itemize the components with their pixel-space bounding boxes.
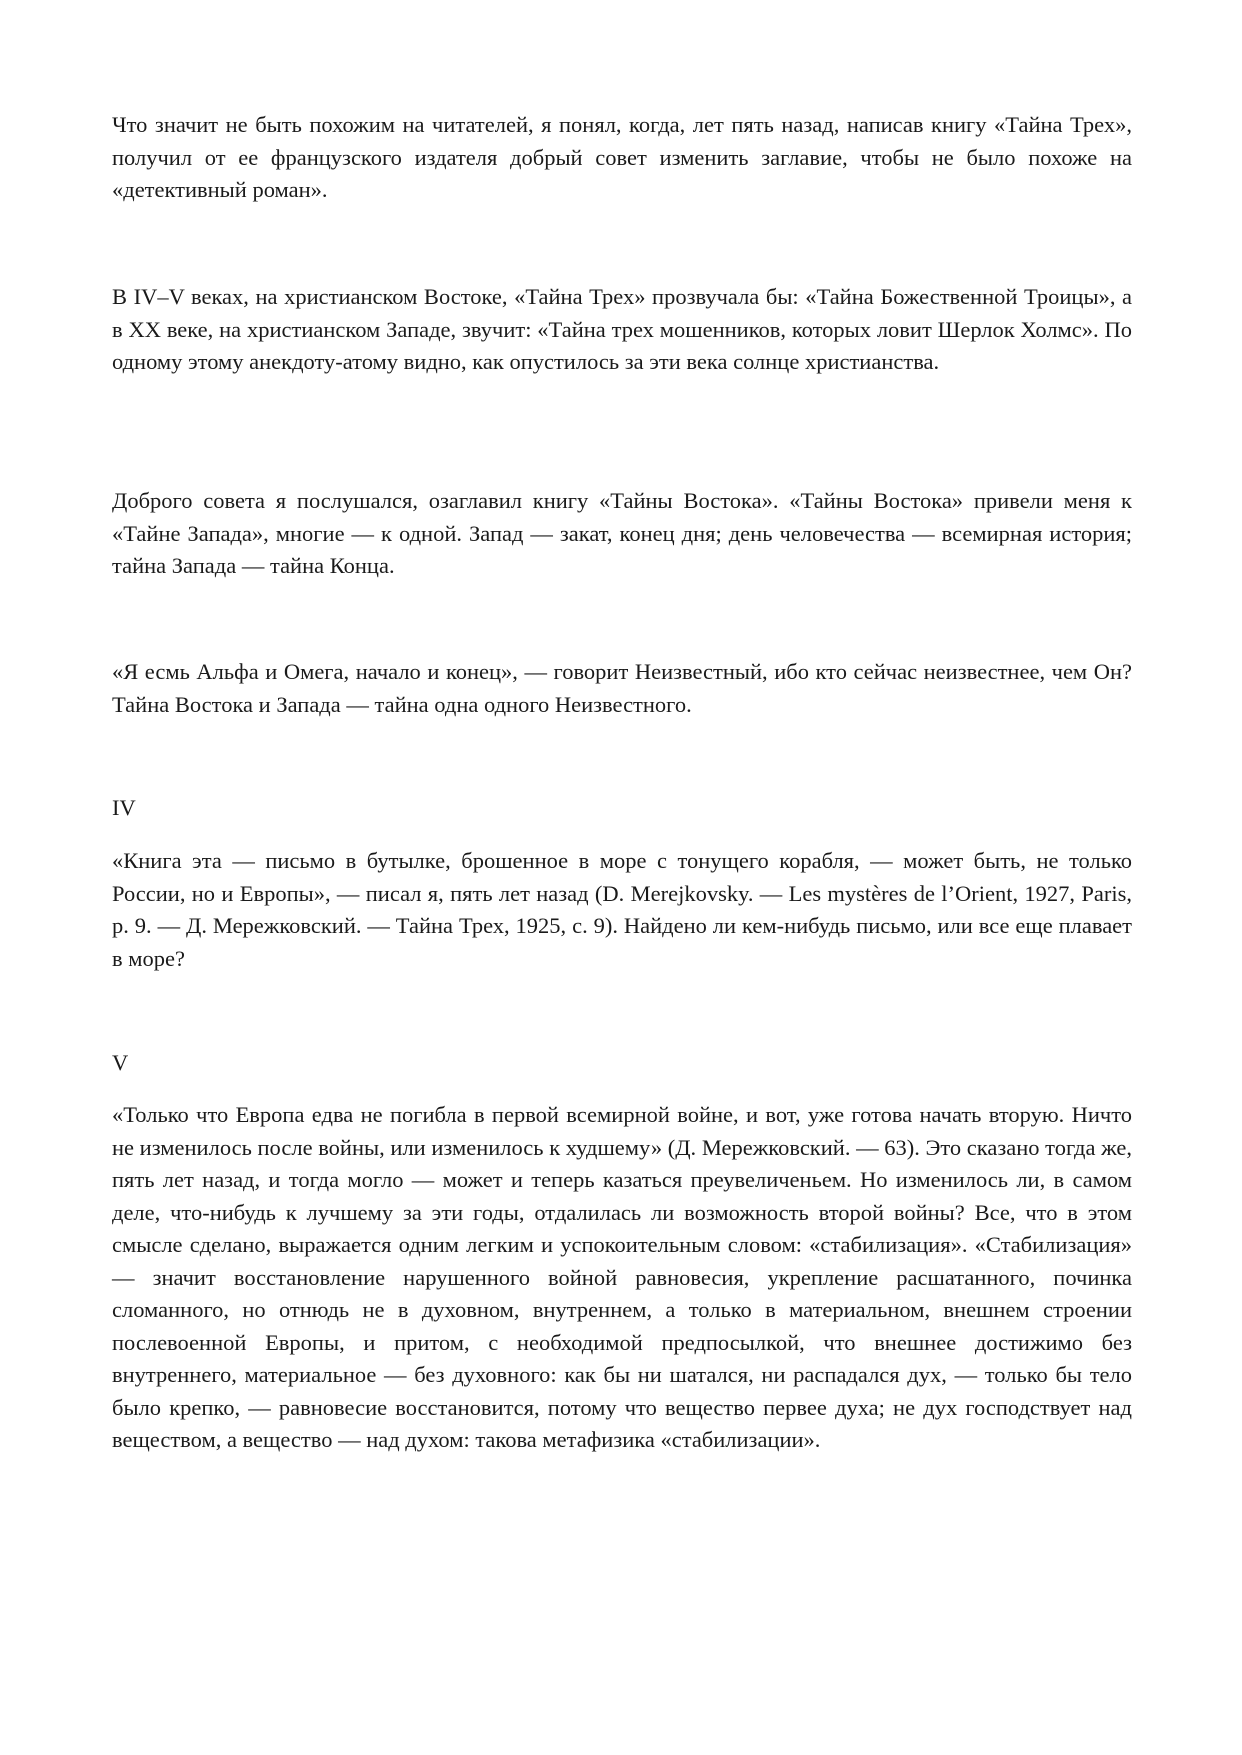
section-iv-text: «Книга эта — письмо в бутылке, брошенное в море с тонущего корабля, — может быть, не только России, но и Европы», — писал я, пять лет назад (D. Merejkovsky. — Les mystères de l’Orient, 1927, Paris, p. 9. — Д. Мережковский. — Тайна Трех, 1925, с. 9). Найдено ли кем-нибудь письмо, или все еще плавает в море? (112, 848, 1132, 971)
paragraph-4: «Я есмь Альфа и Омега, начало и конец», — говорит Неизвестный, ибо кто сейчас неизвестнее, чем Он? Тайна Востока и Запада — тайна одна одного Неизвестного. (112, 659, 1132, 717)
paragraph-2: В IV–V веках, на христианском Востоке, «Тайна Трех» прозвучала бы: «Тайна Божественной Троицы», а в XX веке, на христианском Западе, звучит: «Тайна трех мошенников, которых ловит Шерлок Холмс». По одному этому анекдоту-атому видно, как опустилось за эти века солнце христианства. (112, 284, 1132, 374)
section-v-text: «Только что Европа едва не погибла в первой всемирной войне, и вот, уже готова начать вторую. Ничто не изменилось после войны, или изменилось к худшему» (Д. Мережковский. — 63). Это сказано тогда же, пять лет назад, и тогда могло — может и теперь казаться преувеличеньем. Но изменилось ли, в самом деле, что-нибудь к лучшему за эти годы, отдалилась ли возможность второй войны? Все, что в этом смысле сделано, выражается одним легким и успокоительным словом: «стабилизация». «Стабилизация» — значит восстановление нарушенного войной равновесия, укрепление расшатанного, починка сломанного, но отнюдь не в духовном, внутреннем, а только в материальном, внешнем строении послевоенной Европы, и притом, с необходимой предпосылкой, что внешнее достижимо без внутреннего, материальное — без духовного: как бы ни шатался, ни распадался дух, — только бы тело было крепко, — равновесие восстановится, потому что вещество первее духа; не дух господствует над веществом, а вещество — над духом: такова метафизика «стабилизации». (112, 1102, 1132, 1452)
paragraph-3: Доброго совета я послушался, озаглавил книгу «Тайны Востока». «Тайны Востока» привели меня к «Тайне Запада», многие — к одной. Запад — закат, конец дня; день человечества — всемирная история; тайна Запада — тайна Конца. (112, 488, 1132, 578)
section-heading-iv: IV (112, 795, 136, 820)
paragraph-1: Что значит не быть похожим на читателей, я понял, когда, лет пять назад, написав книгу «Тайна Трех», получил от ее французского издателя добрый совет изменить заглавие, чтобы не было похоже на «детективный роман». (112, 112, 1132, 202)
section-heading-v: V (112, 1050, 129, 1075)
